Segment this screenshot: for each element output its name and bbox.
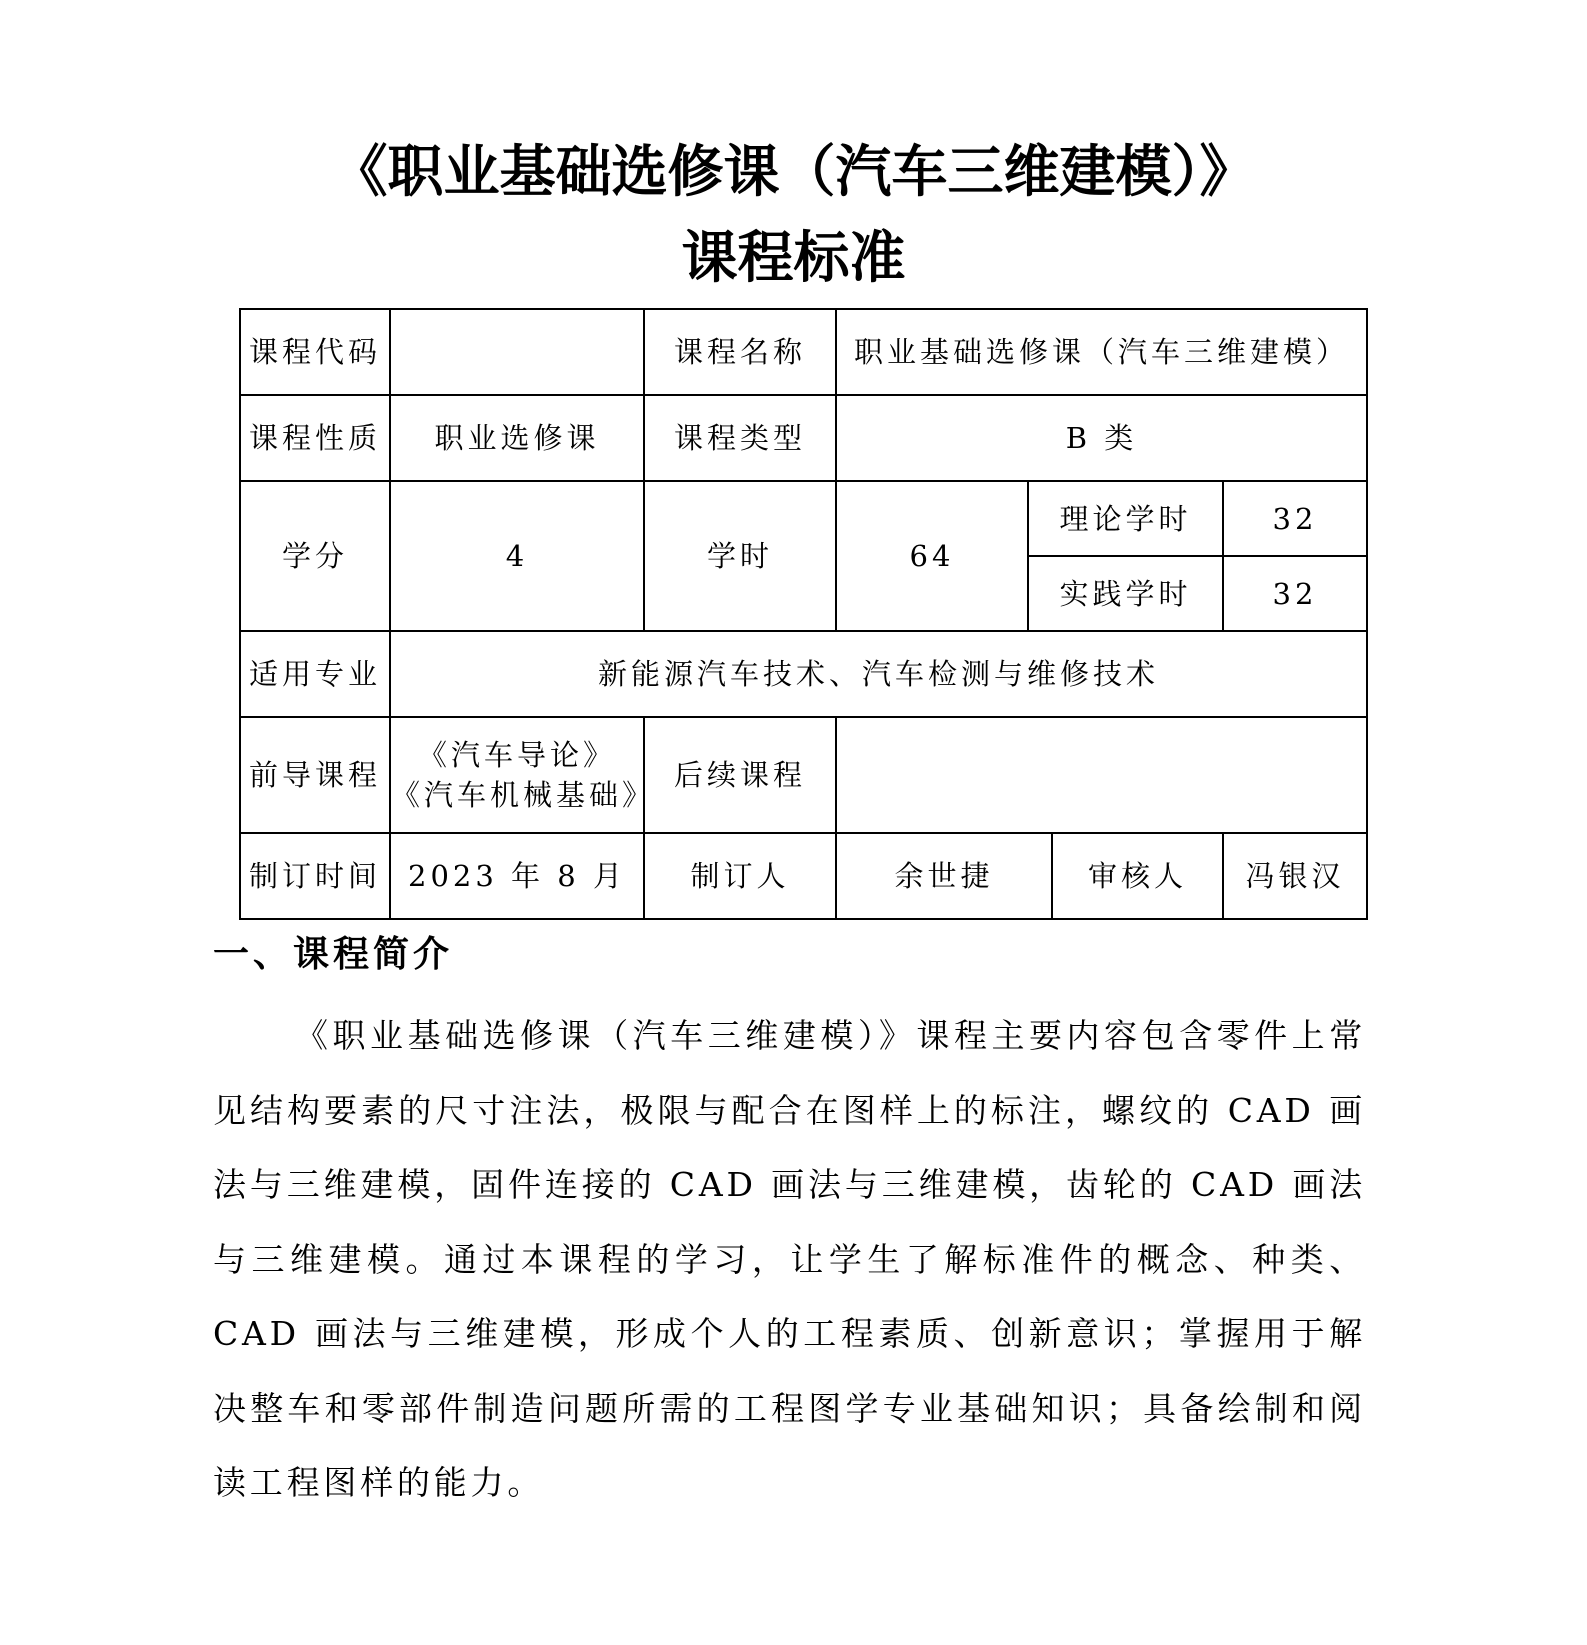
table-row <box>240 309 1367 395</box>
practice-hours-label: 实践学时 <box>1028 556 1223 631</box>
major-label: 适用专业 <box>240 631 390 717</box>
table-row <box>240 395 1367 481</box>
course-name-value: 职业基础选修课（汽车三维建模） <box>836 309 1367 395</box>
major-value: 新能源汽车技术、汽车检测与维修技术 <box>390 631 1367 717</box>
revision-time-label: 制订时间 <box>240 833 390 919</box>
author-value: 余世捷 <box>836 833 1052 919</box>
section-heading: 一、课程简介 <box>213 934 454 975</box>
course-code-value <box>390 309 644 395</box>
document-title-line1: 《职业基础选修课（汽车三维建模）》 <box>331 140 1256 205</box>
reviewer-label: 审核人 <box>1052 833 1223 919</box>
reviewer-value: 冯银汉 <box>1223 833 1367 919</box>
course-type-value: B 类 <box>836 395 1367 481</box>
table-row <box>240 481 1367 556</box>
prerequisite-course-1: 《汽车导论》 <box>417 738 616 772</box>
author-label: 制订人 <box>644 833 836 919</box>
theory-hours-value: 32 <box>1223 481 1367 556</box>
table-row <box>240 631 1367 717</box>
followup-label: 后续课程 <box>644 717 836 833</box>
prerequisite-courses <box>390 717 656 833</box>
course-name-label: 课程名称 <box>644 309 836 395</box>
hours-label: 学时 <box>644 481 836 631</box>
prerequisite-course-2: 《汽车机械基础》 <box>391 778 656 812</box>
revision-time-value: 2023 年 8 月 <box>390 833 644 919</box>
course-code-label: 课程代码 <box>240 309 390 395</box>
credits-label: 学分 <box>240 481 390 631</box>
practice-hours-value: 32 <box>1223 556 1367 631</box>
hours-value: 64 <box>836 481 1028 631</box>
prerequisite-label: 前导课程 <box>240 717 390 833</box>
document-title-line2: 课程标准 <box>681 226 906 291</box>
course-nature-value: 职业选修课 <box>390 395 644 481</box>
table-row <box>240 717 1367 833</box>
table-row <box>240 833 1367 919</box>
credits-value: 4 <box>390 481 644 631</box>
followup-value <box>836 717 1367 833</box>
theory-hours-label: 理论学时 <box>1028 481 1223 556</box>
course-type-label: 课程类型 <box>644 395 836 481</box>
course-intro-paragraph: 《职业基础选修课（汽车三维建模）》课程主要内容包含零件上常见结构要素的尺寸注法，极限与配合在图样上的标注，螺纹的 CAD 画法与三维建模，固件连接的 CAD 画法与三维建模，齿轮的 CAD 画法与三维建模。通过本课程的学习，让学生了解标准件的概念、种类、CAD 画法与三维建模，形成个人的工程素质、创新意识；掌握用于解决整车和零部件制造问题所需的工程图学专业基础知识；具备绘制和阅读工程图样的能力。 <box>213 1016 1366 1502</box>
course-nature-label: 课程性质 <box>240 395 390 481</box>
course-info-table <box>239 308 1368 920</box>
